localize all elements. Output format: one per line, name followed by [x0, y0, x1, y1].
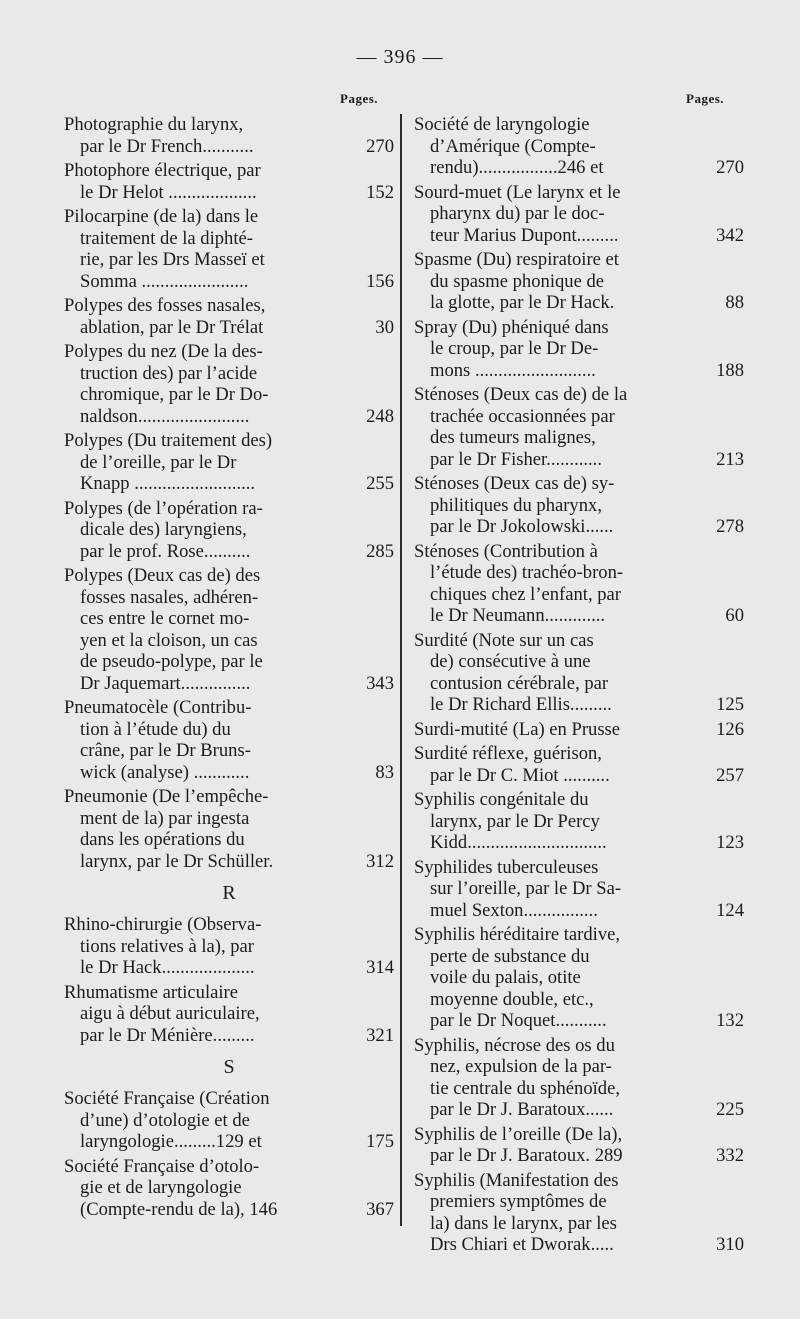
- entry-line: Rhumatisme articulaire: [64, 981, 238, 1003]
- entry-line: Pneumonie (De l’empêche-: [64, 786, 269, 807]
- entry-line: des tumeurs malignes,: [430, 427, 596, 448]
- entry-line: Spasme (Du) respiratoire et: [414, 249, 619, 270]
- index-entry: [64, 160, 394, 203]
- index-entry: [414, 924, 744, 1032]
- index-entry: [64, 565, 394, 694]
- entry-line: Somma ....................... 156: [80, 270, 394, 292]
- entry-line: l’étude des) trachéo-bron-: [430, 562, 624, 583]
- entry-line: tion à l’étude du) du: [80, 718, 231, 740]
- entry-line: le croup, par le Dr De-: [430, 338, 599, 359]
- entry-line: Photophore électrique, par: [64, 160, 261, 181]
- index-entry: [414, 1170, 744, 1256]
- entry-line: la) dans le larynx, par les: [430, 1212, 617, 1234]
- entry-line: par le Dr Noquet........... 132: [430, 1010, 744, 1031]
- entry-line: tions relatives à la), par: [80, 935, 254, 957]
- pages-header-right: Pages.: [686, 91, 725, 106]
- entry-line: Syphilides tuberculeuses: [414, 856, 599, 878]
- entry-line: par le Dr Ménière......... 321: [80, 1024, 394, 1046]
- entry-line: wick (analyse) ............ 83: [80, 761, 394, 783]
- entry-line: de l’oreille, par le Dr: [80, 451, 237, 473]
- entry-line: d’une) d’otologie et de: [80, 1109, 250, 1131]
- entry-line: ces entre le cornet mo-: [80, 608, 250, 629]
- entry-line: dicale des) laryngiens,: [80, 519, 247, 540]
- entry-line: Syphilis congénitale du: [414, 789, 589, 810]
- entry-line: rie, par les Drs Masseï et: [80, 249, 265, 270]
- entry-line: ment de la) par ingesta: [80, 807, 250, 829]
- index-entry: [414, 1035, 744, 1121]
- entry-line: du spasme phonique de: [430, 270, 605, 292]
- entry-line: ablation, par le Dr Trélat 30: [80, 316, 394, 338]
- entry-line: Polypes des fosses nasales,: [64, 295, 266, 316]
- page-number: — 396 —: [356, 46, 444, 68]
- index-entry: [414, 719, 744, 741]
- index-entry: [64, 982, 394, 1047]
- entry-line: Société Française d’otolo-: [64, 1155, 260, 1177]
- entry-line: moyenne double, etc.,: [430, 988, 594, 1010]
- entry-line: Spray (Du) phéniqué dans: [414, 316, 609, 338]
- entry-line: Syphilis, nécrose des os du: [414, 1034, 615, 1056]
- column-divider: [400, 114, 402, 1226]
- index-entry: [414, 473, 744, 538]
- entry-line: aigu à début auriculaire,: [80, 1003, 260, 1024]
- entry-line: rendu).................246 et 270: [430, 157, 744, 178]
- entry-line: Polypes (de l’opération ra-: [64, 497, 263, 519]
- section-letter: S: [223, 1056, 235, 1078]
- index-entry: [64, 295, 394, 338]
- index-entry: [414, 384, 744, 470]
- entry-line: Rhino-chirurgie (Observa-: [64, 914, 262, 935]
- section-letter: R: [222, 882, 236, 904]
- entry-line: par le Dr French........... 270: [80, 135, 394, 157]
- entry-line: Pilocarpine (de la) dans le: [64, 206, 259, 227]
- entry-line: Société Française (Création: [64, 1088, 270, 1109]
- entry-line: mons .......................... 188: [430, 359, 744, 381]
- pages-header-left: Pages.: [340, 91, 379, 106]
- index-entry: [414, 317, 744, 382]
- entry-line: muel Sexton................ 124: [430, 899, 744, 921]
- entry-line: par le Dr J. Baratoux. 289 332: [430, 1145, 744, 1166]
- entry-line: yen et la cloison, un cas: [80, 629, 258, 651]
- index-entry: [64, 1088, 394, 1153]
- entry-line: le Dr Helot ................... 152: [80, 181, 394, 203]
- entry-line: Knapp .......................... 255: [80, 473, 394, 494]
- entry-line: Kidd.............................. 123: [430, 832, 744, 853]
- entry-line: (Compte-rendu de la), 146 367: [80, 1198, 394, 1220]
- entry-line: traitement de la diphté-: [80, 227, 253, 249]
- index-entry: [414, 630, 744, 716]
- entry-line: Surdi-mutité (La) en Prusse 126: [414, 718, 744, 740]
- entry-line: Syphilis héréditaire tardive,: [414, 924, 621, 945]
- index-entry: [414, 114, 744, 179]
- entry-line: larynx, par le Dr Schüller. 312: [80, 850, 394, 872]
- entry-line: Surdité (Note sur un cas: [414, 629, 594, 651]
- entry-line: Polypes (Deux cas de) des: [64, 565, 261, 586]
- index-entry: [64, 114, 394, 157]
- entry-line: truction des) par l’acide: [80, 362, 258, 384]
- index-entry: [414, 541, 744, 627]
- entry-line: fosses nasales, adhéren-: [80, 586, 259, 608]
- index-entry: [64, 430, 394, 495]
- entry-line: Surdité réflexe, guérison,: [414, 743, 602, 764]
- entry-line: Sténoses (Deux cas de) de la: [414, 384, 628, 405]
- entry-line: d’Amérique (Compte-: [430, 135, 596, 157]
- entry-line: contusion cérébrale, par: [430, 672, 609, 694]
- entry-line: laryngologie.........129 et 175: [80, 1131, 394, 1152]
- entry-line: chiques chez l’enfant, par: [430, 583, 622, 605]
- entry-line: le Dr Neumann............. 60: [430, 605, 744, 626]
- entry-line: Dr Jaquemart............... 343: [80, 672, 394, 694]
- entry-line: le Dr Hack.................... 314: [80, 957, 394, 978]
- entry-line: le Dr Richard Ellis......... 125: [430, 694, 744, 715]
- entry-line: Pneumatocèle (Contribu-: [64, 697, 252, 718]
- entry-line: philitiques du pharynx,: [430, 494, 602, 516]
- entry-line: Syphilis (Manifestation des: [414, 1169, 619, 1191]
- index-entry: [414, 1124, 744, 1167]
- entry-line: par le prof. Rose.......... 285: [80, 540, 394, 562]
- entry-line: Sténoses (Deux cas de) sy-: [414, 473, 615, 494]
- entry-line: perte de substance du: [430, 945, 590, 967]
- entry-line: gie et de laryngologie: [80, 1177, 242, 1198]
- entry-line: la glotte, par le Dr Hack. 88: [430, 292, 744, 313]
- index-entry: [64, 697, 394, 783]
- index-entry: [64, 1156, 394, 1221]
- entry-line: voile du palais, otite: [430, 967, 581, 988]
- left-column: [64, 114, 394, 1223]
- index-entry: [414, 857, 744, 922]
- index-entry: [64, 914, 394, 979]
- entry-line: de) consécutive à une: [430, 651, 591, 672]
- index-entry: [414, 182, 744, 247]
- entry-line: tie centrale du sphénoïde,: [430, 1077, 620, 1099]
- entry-line: de pseudo-polype, par le: [80, 651, 263, 672]
- entry-line: par le Dr C. Miot .......... 257: [430, 764, 744, 786]
- entry-line: Polypes (Du traitement des): [64, 430, 273, 451]
- entry-line: par le Dr Jokolowski...... 278: [430, 516, 744, 537]
- entry-line: Société de laryngologie: [414, 114, 590, 135]
- index-entry: [414, 743, 744, 786]
- index-entry: [414, 789, 744, 854]
- entry-line: larynx, par le Dr Percy: [430, 810, 600, 832]
- entry-line: Syphilis de l’oreille (De la),: [414, 1123, 623, 1145]
- entry-line: par le Dr J. Baratoux...... 225: [430, 1099, 744, 1120]
- index-entry: [64, 206, 394, 292]
- entry-line: sur l’oreille, par le Dr Sa-: [430, 878, 622, 899]
- entry-line: Sténoses (Contribution à: [414, 540, 598, 562]
- entry-line: Photographie du larynx,: [64, 114, 244, 135]
- entry-line: premiers symptômes de: [430, 1191, 607, 1212]
- entry-line: dans les opérations du: [80, 829, 245, 850]
- entry-line: crâne, par le Dr Bruns-: [80, 740, 251, 761]
- index-entry: [414, 249, 744, 314]
- right-column: [414, 114, 744, 1259]
- index-entry: [64, 341, 394, 427]
- entry-line: nez, expulsion de la par-: [430, 1056, 612, 1077]
- entry-line: pharynx du) par le doc-: [430, 203, 605, 224]
- entry-line: par le Dr Fisher............ 213: [430, 448, 744, 470]
- entry-line: Drs Chiari et Dworak..... 310: [430, 1234, 744, 1255]
- entry-line: naldson........................ 248: [80, 405, 394, 427]
- index-entry: [64, 786, 394, 872]
- entry-line: trachée occasionnées par: [430, 405, 615, 427]
- entry-line: teur Marius Dupont......... 342: [430, 224, 744, 246]
- index-entry: [64, 498, 394, 563]
- entry-line: Polypes du nez (De la des-: [64, 341, 263, 362]
- entry-line: Sourd-muet (Le larynx et le: [414, 181, 621, 203]
- entry-line: chromique, par le Dr Do-: [80, 384, 269, 405]
